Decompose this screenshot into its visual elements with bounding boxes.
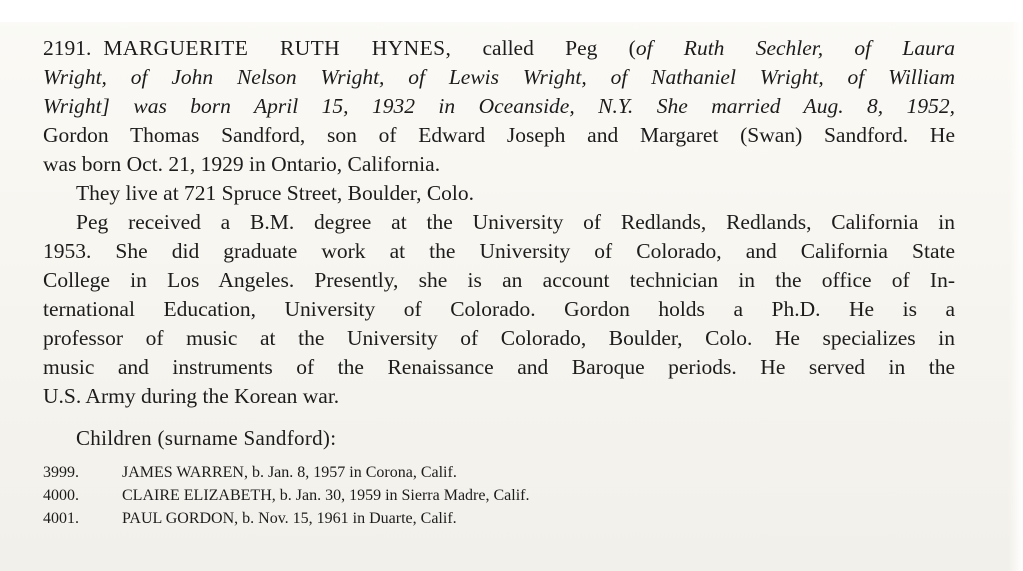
bio-line-3: College in Los Angeles. Presently, she is an account technician in the office of In-: [43, 268, 955, 292]
children-list: [43, 461, 743, 530]
bio-line-7: U.S. Army during the Korean war.: [43, 384, 340, 408]
bio-line-5: professor of music at the University of Colorado, Boulder, Colo. He specializes in: [43, 326, 955, 350]
list-item: [43, 484, 743, 507]
children-heading: Children (surname Sandford):: [76, 426, 337, 450]
child-number: 4001.: [43, 510, 79, 527]
list-item: [43, 461, 743, 484]
genealogy-entry: [43, 34, 955, 411]
page-top-margin: [0, 0, 1023, 22]
bio-line-4: ternational Education, University of Colorado. Gordon holds a Ph.D. He is a: [43, 297, 955, 321]
page-right-margin: [1009, 0, 1023, 571]
entry-line-1-italic: of Ruth Sechler, of Laura: [635, 36, 955, 60]
entry-line-3: Wright] was born April 15, 1932 in Oceanside, N.Y. She married Aug. 8, 1952,: [43, 94, 955, 118]
child-number: 4000.: [43, 487, 79, 504]
entry-heading-line: [43, 34, 955, 63]
bio-line-1: Peg received a B.M. degree at the University of Redlands, Redlands, California in: [76, 210, 955, 234]
child-text: JAMES WARREN, b. Jan. 8, 1957 in Corona, Calif.: [122, 464, 457, 481]
entry-line-1-plain: called Peg (: [482, 36, 636, 60]
entry-line-4: Gordon Thomas Sandford, son of Edward Joseph and Margaret (Swan) Sandford. He: [43, 123, 955, 147]
entry-line-2: Wright, of John Nelson Wright, of Lewis Wright, of Nathaniel Wright, of William: [43, 65, 955, 89]
list-item: [43, 507, 743, 530]
entry-line-5: was born Oct. 21, 1929 in Ontario, California.: [43, 152, 441, 176]
child-text: CLAIRE ELIZABETH, b. Jan. 30, 1959 in Sierra Madre, Calif.: [122, 487, 530, 504]
entry-number: 2191.: [43, 36, 92, 60]
bio-line-6: music and instruments of the Renaissance and Baroque periods. He served in the: [43, 355, 955, 379]
bio-line-2: 1953. She did graduate work at the University of Colorado, and California State: [43, 239, 955, 263]
child-number: 3999.: [43, 464, 79, 481]
residence-line: They live at 721 Spruce Street, Boulder, Colo.: [76, 181, 475, 205]
child-text: PAUL GORDON, b. Nov. 15, 1961 in Duarte, Calif.: [122, 510, 457, 527]
entry-name: MARGUERITE RUTH HYNES,: [103, 36, 452, 60]
